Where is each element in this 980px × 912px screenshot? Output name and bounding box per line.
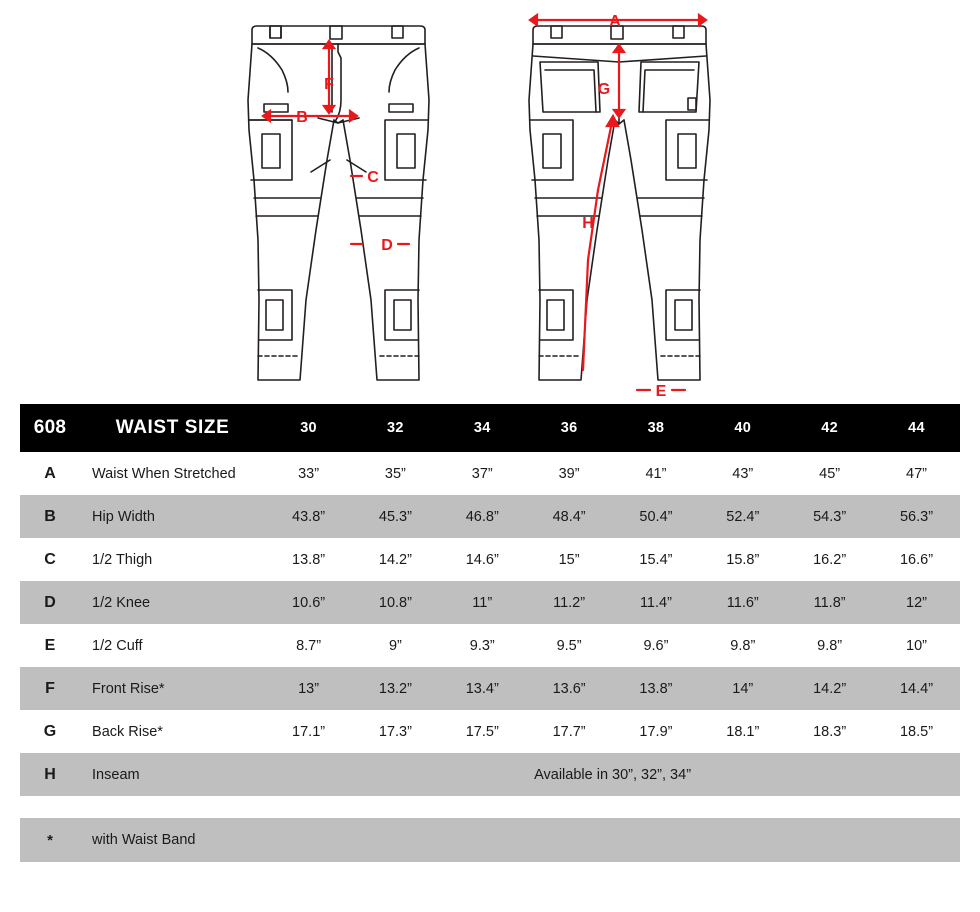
row-value: 11.2” bbox=[553, 594, 586, 611]
row-value: 18.1” bbox=[726, 723, 760, 740]
row-letter: E bbox=[44, 636, 56, 654]
row-letter: C bbox=[44, 550, 56, 568]
size-column-32: 32 bbox=[387, 420, 404, 436]
diagram-label-b: B bbox=[296, 109, 308, 126]
table-row bbox=[20, 495, 960, 538]
row-value: 43” bbox=[732, 465, 754, 482]
row-letter: D bbox=[44, 593, 56, 611]
table-spacer bbox=[20, 796, 960, 818]
diagram-label-f: F bbox=[324, 76, 334, 93]
size-column-40: 40 bbox=[734, 420, 752, 436]
diagram-label-h: H bbox=[582, 215, 594, 232]
row-description: Waist When Stretched bbox=[92, 465, 236, 482]
row-description: Back Rise* bbox=[92, 723, 163, 740]
row-value: 14” bbox=[732, 680, 754, 697]
inseam-note: Available in 30”, 32”, 34” bbox=[534, 766, 692, 783]
diagram-label-e: E bbox=[655, 383, 667, 400]
row-value: 14.4” bbox=[899, 680, 934, 697]
row-value: 17.3” bbox=[378, 723, 412, 740]
row-value: 35” bbox=[384, 465, 406, 482]
row-value: 10.8” bbox=[378, 594, 412, 611]
row-value: 15.4” bbox=[639, 551, 673, 568]
row-value: 11.4” bbox=[639, 594, 672, 611]
size-column-36: 36 bbox=[560, 420, 578, 436]
row-value: 8.7” bbox=[296, 637, 322, 654]
table-row bbox=[20, 581, 960, 624]
row-value: 13.4” bbox=[465, 680, 499, 697]
row-value: 9.5” bbox=[556, 637, 582, 654]
table-row bbox=[20, 624, 960, 667]
waist-size-label: WAIST SIZE bbox=[115, 417, 230, 438]
row-value: 9.8” bbox=[730, 637, 756, 654]
row-value: 14.2” bbox=[813, 680, 847, 697]
row-value: 39” bbox=[558, 465, 580, 482]
row-value: 54.3” bbox=[813, 508, 847, 525]
row-value: 33” bbox=[298, 465, 320, 482]
row-value: 13” bbox=[298, 680, 320, 697]
size-column-42: 42 bbox=[821, 420, 838, 436]
row-value: 52.4” bbox=[726, 508, 760, 525]
row-value: 13.8” bbox=[292, 551, 326, 568]
table-row bbox=[20, 710, 960, 753]
row-value: 15” bbox=[558, 551, 580, 568]
size-column-34: 34 bbox=[473, 420, 491, 436]
diagram-label-a: A bbox=[609, 13, 621, 30]
size-column-30: 30 bbox=[300, 420, 317, 436]
row-value: 10.6” bbox=[292, 594, 326, 611]
row-value: 9.6” bbox=[643, 637, 669, 654]
row-value: 11.6” bbox=[726, 594, 759, 611]
row-letter: G bbox=[43, 722, 57, 740]
row-value: 13.6” bbox=[552, 680, 586, 697]
table-row bbox=[20, 452, 960, 495]
row-value: 50.4” bbox=[639, 508, 673, 525]
row-letter: B bbox=[44, 507, 56, 525]
row-value: 15.8” bbox=[726, 551, 760, 568]
row-value: 11.8” bbox=[813, 594, 846, 611]
row-value: 16.2” bbox=[813, 551, 847, 568]
row-value: 56.3” bbox=[899, 508, 934, 525]
row-value: 9.8” bbox=[817, 637, 843, 654]
row-value: 17.9” bbox=[639, 723, 673, 740]
table-row bbox=[20, 667, 960, 710]
style-code: 608 bbox=[33, 417, 67, 438]
diagram-label-d: D bbox=[381, 237, 393, 254]
diagram-label-c: C bbox=[367, 169, 379, 186]
row-description: 1/2 Knee bbox=[92, 594, 151, 611]
row-value: 13.2” bbox=[378, 680, 412, 697]
row-value: 41” bbox=[645, 465, 667, 482]
row-value: 17.5” bbox=[465, 723, 499, 740]
row-letter: H bbox=[44, 765, 56, 783]
footnote-text: with Waist Band bbox=[80, 818, 960, 862]
row-letter: A bbox=[44, 464, 56, 482]
footnote-symbol: * bbox=[20, 818, 80, 862]
row-value: 9” bbox=[388, 637, 402, 654]
row-value: 37” bbox=[471, 465, 493, 482]
row-value: 10” bbox=[906, 637, 927, 654]
row-value: 45.3” bbox=[378, 508, 412, 525]
row-description: 1/2 Thigh bbox=[92, 551, 153, 568]
table-footnote-row bbox=[20, 818, 960, 862]
table-body bbox=[20, 452, 960, 862]
row-value: 18.3” bbox=[813, 723, 847, 740]
row-value: 11” bbox=[472, 594, 493, 611]
row-description: 1/2 Cuff bbox=[92, 637, 143, 654]
row-value: 18.5” bbox=[899, 723, 934, 740]
row-value: 43.8” bbox=[292, 508, 326, 525]
header-row bbox=[20, 404, 960, 452]
row-description: Inseam bbox=[92, 766, 140, 783]
size-chart-table bbox=[20, 404, 960, 862]
diagram-label-g: G bbox=[597, 81, 611, 98]
pants-diagram bbox=[0, 0, 980, 404]
row-value: 45” bbox=[819, 465, 841, 482]
size-column-44: 44 bbox=[908, 420, 925, 436]
row-value: 16.6” bbox=[899, 551, 934, 568]
row-value: 14.6” bbox=[465, 551, 499, 568]
row-description: Front Rise* bbox=[92, 680, 165, 697]
row-value: 17.7” bbox=[552, 723, 586, 740]
spacer-cell bbox=[20, 796, 960, 818]
row-value: 47” bbox=[906, 465, 927, 482]
row-value: 46.8” bbox=[465, 508, 499, 525]
size-column-38: 38 bbox=[647, 420, 665, 436]
table-row bbox=[20, 538, 960, 581]
row-value: 13.8” bbox=[639, 680, 673, 697]
table-row-inseam bbox=[20, 753, 960, 796]
row-value: 9.3” bbox=[469, 637, 495, 654]
row-description: Hip Width bbox=[92, 508, 155, 525]
table-header bbox=[20, 404, 960, 452]
row-letter: F bbox=[45, 679, 55, 697]
row-value: 12” bbox=[906, 594, 927, 611]
row-value: 17.1” bbox=[292, 723, 326, 740]
row-value: 14.2” bbox=[378, 551, 412, 568]
row-value: 48.4” bbox=[552, 508, 586, 525]
